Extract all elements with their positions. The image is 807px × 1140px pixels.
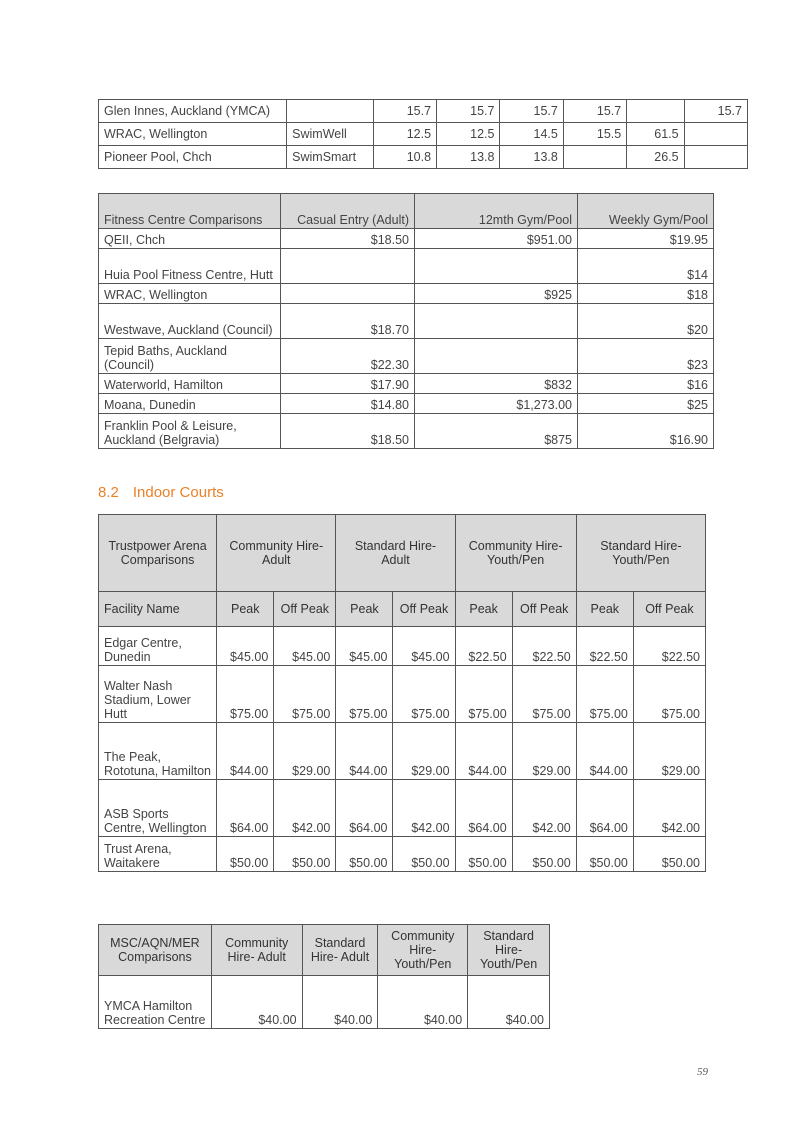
value-cell: $17.90	[281, 374, 415, 394]
value-cell: 13.8	[500, 146, 563, 169]
value-cell: 26.5	[627, 146, 684, 169]
value-cell: $75.00	[393, 666, 455, 723]
facility-name-cell: Franklin Pool & Leisure, Auckland (Belgravia)	[99, 414, 281, 449]
value-cell: $40.00	[468, 976, 550, 1029]
facility-name-cell: WRAC, Wellington	[99, 123, 287, 146]
fitness-header-weekly: Weekly Gym/Pool	[578, 194, 714, 229]
value-cell: 14.5	[500, 123, 563, 146]
msc-header-facility: MSC/AQN/MER Comparisons	[99, 925, 212, 976]
value-cell: $75.00	[217, 666, 274, 723]
section-title: Indoor Courts	[132, 484, 224, 501]
courts-subheader-peak: Peak	[576, 592, 633, 627]
value-cell: $22.50	[576, 627, 633, 666]
facility-name-cell: Waterworld, Hamilton	[99, 374, 281, 394]
fitness-header-12mth: 12mth Gym/Pool	[415, 194, 578, 229]
table-row	[99, 146, 748, 169]
courts-group-header-row	[99, 515, 706, 592]
table-row	[99, 837, 706, 872]
value-cell: $14	[578, 249, 714, 284]
value-cell: 15.7	[437, 100, 500, 123]
value-cell: $951.00	[415, 229, 578, 249]
value-cell: $64.00	[336, 780, 393, 837]
value-cell	[627, 100, 684, 123]
value-cell: SwimWell	[287, 123, 374, 146]
courts-header-community-adult: Community Hire- Adult	[217, 515, 336, 592]
courts-subheader-peak: Peak	[455, 592, 512, 627]
value-cell: $44.00	[336, 723, 393, 780]
value-cell: $18	[578, 284, 714, 304]
fitness-centre-table	[98, 193, 714, 449]
value-cell: $42.00	[393, 780, 455, 837]
value-cell: 13.8	[437, 146, 500, 169]
value-cell	[281, 284, 415, 304]
value-cell: $64.00	[576, 780, 633, 837]
value-cell: $29.00	[633, 723, 705, 780]
value-cell: $22.50	[512, 627, 576, 666]
value-cell: $40.00	[378, 976, 468, 1029]
courts-header-arena: Trustpower Arena Comparisons	[99, 515, 217, 592]
facility-name-cell: Glen Innes, Auckland (YMCA)	[99, 100, 287, 123]
value-cell: $1,273.00	[415, 394, 578, 414]
value-cell: $40.00	[302, 976, 378, 1029]
value-cell: $29.00	[512, 723, 576, 780]
table-row	[99, 723, 706, 780]
value-cell: $40.00	[211, 976, 302, 1029]
value-cell: $22.30	[281, 339, 415, 374]
value-cell: $16.90	[578, 414, 714, 449]
fitness-header-casual: Casual Entry (Adult)	[281, 194, 415, 229]
courts-subheader-peak: Peak	[217, 592, 274, 627]
msc-header-row	[99, 925, 550, 976]
value-cell	[684, 146, 747, 169]
value-cell: $75.00	[633, 666, 705, 723]
msc-header-community-adult: Community Hire- Adult	[211, 925, 302, 976]
value-cell: 15.7	[500, 100, 563, 123]
courts-subheader-facility: Facility Name	[99, 592, 217, 627]
table-row	[99, 249, 714, 284]
value-cell: $75.00	[576, 666, 633, 723]
value-cell: $45.00	[274, 627, 336, 666]
table-row	[99, 780, 706, 837]
facility-name-cell: Trust Arena, Waitakere	[99, 837, 217, 872]
courts-subheader-off-peak: Off Peak	[633, 592, 705, 627]
value-cell: $64.00	[217, 780, 274, 837]
indoor-courts-table	[98, 514, 706, 872]
value-cell: 12.5	[373, 123, 436, 146]
value-cell: $75.00	[274, 666, 336, 723]
value-cell: $50.00	[633, 837, 705, 872]
facility-name-cell: QEII, Chch	[99, 229, 281, 249]
fitness-header-row	[99, 194, 714, 229]
courts-subheader-off-peak: Off Peak	[393, 592, 455, 627]
value-cell: $64.00	[455, 780, 512, 837]
value-cell: $50.00	[455, 837, 512, 872]
facility-name-cell: Moana, Dunedin	[99, 394, 281, 414]
msc-header-standard-adult: Standard Hire- Adult	[302, 925, 378, 976]
value-cell: $875	[415, 414, 578, 449]
value-cell	[415, 249, 578, 284]
value-cell: 15.5	[563, 123, 626, 146]
table-row	[99, 123, 748, 146]
table-row	[99, 100, 748, 123]
table-row	[99, 627, 706, 666]
table-row	[99, 284, 714, 304]
table-row	[99, 394, 714, 414]
value-cell: $42.00	[512, 780, 576, 837]
value-cell	[287, 100, 374, 123]
facility-name-cell: ASB Sports Centre, Wellington	[99, 780, 217, 837]
value-cell: $45.00	[217, 627, 274, 666]
value-cell: 15.7	[563, 100, 626, 123]
value-cell: 61.5	[627, 123, 684, 146]
value-cell: $14.80	[281, 394, 415, 414]
facility-name-cell: The Peak, Rototuna, Hamilton	[99, 723, 217, 780]
value-cell: $50.00	[512, 837, 576, 872]
value-cell: $44.00	[576, 723, 633, 780]
courts-subheader-off-peak: Off Peak	[512, 592, 576, 627]
table-row	[99, 414, 714, 449]
value-cell: $44.00	[455, 723, 512, 780]
value-cell: $42.00	[274, 780, 336, 837]
msc-header-community-youth: Community Hire- Youth/Pen	[378, 925, 468, 976]
fitness-header-facility: Fitness Centre Comparisons	[99, 194, 281, 229]
table-row	[99, 229, 714, 249]
value-cell: $22.50	[633, 627, 705, 666]
value-cell: $19.95	[578, 229, 714, 249]
value-cell: $18.50	[281, 414, 415, 449]
value-cell: $29.00	[274, 723, 336, 780]
value-cell: $18.50	[281, 229, 415, 249]
table-row	[99, 976, 550, 1029]
value-cell: 15.7	[373, 100, 436, 123]
value-cell: $22.50	[455, 627, 512, 666]
value-cell	[415, 339, 578, 374]
value-cell	[563, 146, 626, 169]
value-cell: $75.00	[512, 666, 576, 723]
value-cell: $75.00	[455, 666, 512, 723]
value-cell: $50.00	[576, 837, 633, 872]
courts-header-standard-adult: Standard Hire- Adult	[336, 515, 455, 592]
value-cell: $50.00	[336, 837, 393, 872]
value-cell	[281, 249, 415, 284]
courts-header-standard-youth: Standard Hire- Youth/Pen	[576, 515, 705, 592]
table-row	[99, 339, 714, 374]
facility-name-cell: YMCA Hamilton Recreation Centre	[99, 976, 212, 1029]
page-number: 59	[697, 1066, 708, 1078]
facility-name-cell: Huia Pool Fitness Centre, Hutt	[99, 249, 281, 284]
courts-subheader-row	[99, 592, 706, 627]
facility-name-cell: Walter Nash Stadium, Lower Hutt	[99, 666, 217, 723]
courts-header-community-youth: Community Hire- Youth/Pen	[455, 515, 576, 592]
value-cell: $20	[578, 304, 714, 339]
value-cell: $925	[415, 284, 578, 304]
value-cell: $18.70	[281, 304, 415, 339]
value-cell: $832	[415, 374, 578, 394]
value-cell	[415, 304, 578, 339]
facility-name-cell: Pioneer Pool, Chch	[99, 146, 287, 169]
value-cell: $29.00	[393, 723, 455, 780]
value-cell: 12.5	[437, 123, 500, 146]
value-cell: $45.00	[393, 627, 455, 666]
value-cell: 10.8	[373, 146, 436, 169]
value-cell	[684, 123, 747, 146]
table-row	[99, 304, 714, 339]
value-cell: $25	[578, 394, 714, 414]
msc-table	[98, 924, 550, 1029]
value-cell: $50.00	[217, 837, 274, 872]
value-cell: $45.00	[336, 627, 393, 666]
msc-header-standard-youth: Standard Hire- Youth/Pen	[468, 925, 550, 976]
facility-name-cell: Tepid Baths, Auckland (Council)	[99, 339, 281, 374]
value-cell: $16	[578, 374, 714, 394]
value-cell: $42.00	[633, 780, 705, 837]
courts-subheader-peak: Peak	[336, 592, 393, 627]
facility-name-cell: WRAC, Wellington	[99, 284, 281, 304]
value-cell: SwimSmart	[287, 146, 374, 169]
section-number: 8.2	[98, 484, 119, 501]
value-cell: $50.00	[393, 837, 455, 872]
value-cell: $75.00	[336, 666, 393, 723]
value-cell: $23	[578, 339, 714, 374]
value-cell: $44.00	[217, 723, 274, 780]
facility-name-cell: Westwave, Auckland (Council)	[99, 304, 281, 339]
table-row	[99, 666, 706, 723]
value-cell: 15.7	[684, 100, 747, 123]
courts-subheader-off-peak: Off Peak	[274, 592, 336, 627]
facility-name-cell: Edgar Centre, Dunedin	[99, 627, 217, 666]
table-row	[99, 374, 714, 394]
value-cell: $50.00	[274, 837, 336, 872]
section-heading	[98, 484, 238, 501]
pool-comparison-table	[98, 99, 748, 169]
